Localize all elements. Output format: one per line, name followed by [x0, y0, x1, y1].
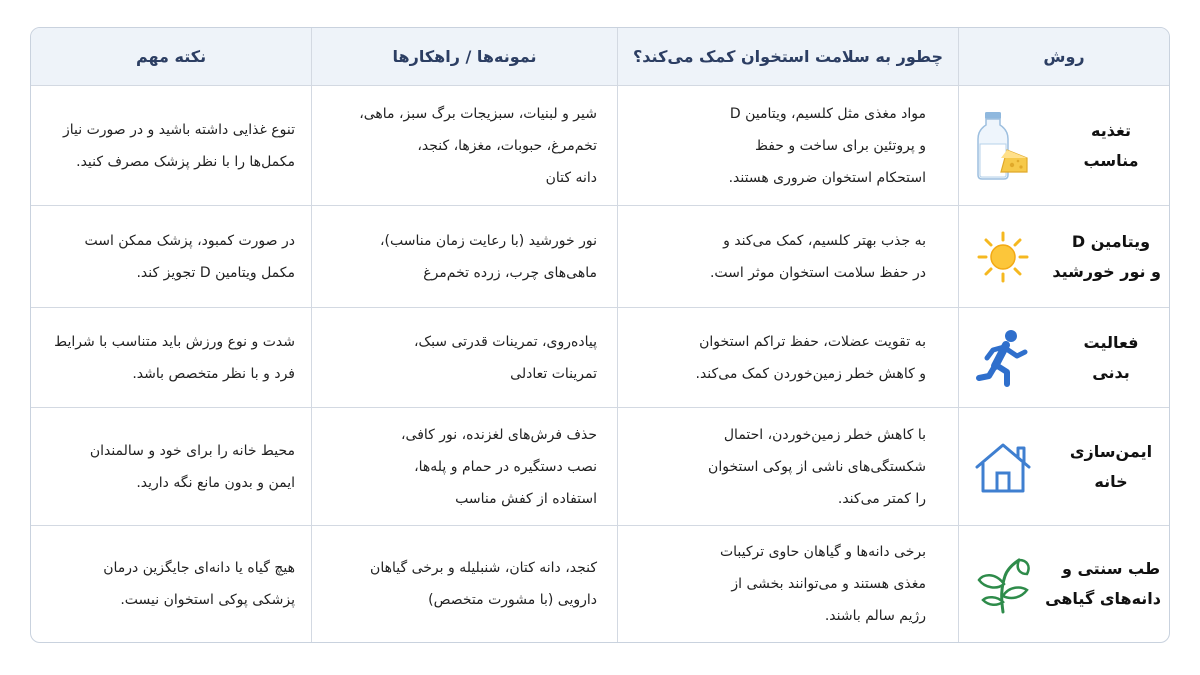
examples-cell: پیاده‌روی، تمرینات قدرتی سبک، تمرینات تعادلی: [311, 308, 617, 407]
method-cell: [958, 206, 1169, 307]
examples-cell: نور خورشید (با رعایت زمان مناسب)، ماهی‌های چرب، زرده تخم‌مرغ: [311, 206, 617, 307]
table-row: [31, 206, 1169, 308]
milk-cheese-icon: [971, 110, 1035, 182]
examples-cell: شیر و لبنیات، سبزیجات برگ سبز، ماهی، تخم‌مرغ، حبوبات، مغزها، کنجد، دانه کتان: [311, 86, 617, 205]
plant-sprout-icon: [971, 548, 1035, 620]
method-name: ویتامین D و نور خورشید: [1052, 231, 1161, 281]
method-cell: [958, 86, 1169, 205]
header-how: چطور به سلامت استخوان کمک می‌کند؟: [617, 28, 958, 85]
how-cell: با کاهش خطر زمین‌خوردن، احتمال شکستگی‌های ناشی از پوکی استخوان را کمتر می‌کند.: [617, 408, 958, 525]
header-method: روش: [958, 28, 1169, 85]
note-cell: تنوع غذایی داشته باشید و در صورت نیاز مکمل‌ها را با نظر پزشک مصرف کنید.: [63, 121, 295, 170]
table-row: [31, 86, 1169, 206]
bone-health-table: [30, 27, 1170, 643]
how-cell: به تقویت عضلات، حفظ تراکم استخوان و کاهش خطر زمین‌خوردن کمک می‌کند.: [617, 308, 958, 407]
examples-cell: کنجد، دانه کتان، شنبلیله و برخی گیاهان دارویی (با مشورت متخصص): [311, 526, 617, 642]
how-cell: مواد مغذی مثل کلسیم، ویتامین D و پروتئین برای ساخت و حفظ استحکام استخوان ضروری هستند.: [617, 86, 958, 205]
house-icon: [971, 431, 1035, 503]
method-cell: [958, 408, 1169, 525]
how-cell: برخی دانه‌ها و گیاهان حاوی ترکیبات مغذی هستند و می‌توانند بخشی از رژیم سالم باشند.: [617, 526, 958, 642]
table-row: [31, 408, 1169, 526]
method-name: طب سنتی و دانه‌های گیاهی: [1045, 559, 1161, 608]
note-cell: هیچ گیاه یا دانه‌ای جایگزین درمان پزشکی پوکی استخوان نیست.: [103, 560, 295, 608]
note-cell: محیط خانه را برای خود و سالمندان ایمن و بدون مانع نگه دارید.: [89, 442, 295, 491]
sun-icon: [971, 221, 1035, 293]
method-name: فعالیت بدنی: [1083, 332, 1139, 382]
header-examples: نمونه‌ها / راهکارها: [311, 28, 617, 85]
method-name: تغذیه مناسب: [1083, 120, 1139, 170]
method-cell: [958, 526, 1169, 642]
table-header-row: [31, 28, 1169, 86]
method-cell: [958, 308, 1169, 407]
method-name: ایمن‌سازی خانه: [1069, 441, 1153, 491]
table-row: [31, 526, 1169, 642]
running-person-icon: [971, 322, 1035, 394]
examples-cell: حذف فرش‌های لغزنده، نور کافی، نصب دستگیره در حمام و پله‌ها، استفاده از کفش مناسب: [311, 408, 617, 525]
how-cell: به جذب بهتر کلسیم، کمک می‌کند و در حفظ سلامت استخوان موثر است.: [617, 206, 958, 307]
note-cell: شدت و نوع ورزش باید متناسب با شرایط فرد و با نظر متخصص باشد.: [54, 333, 295, 382]
header-note: نکته مهم: [135, 47, 207, 66]
note-cell: در صورت کمبود، پزشک ممکن است مکمل ویتامین D تجویز کند.: [84, 232, 295, 281]
table-row: [31, 308, 1169, 408]
